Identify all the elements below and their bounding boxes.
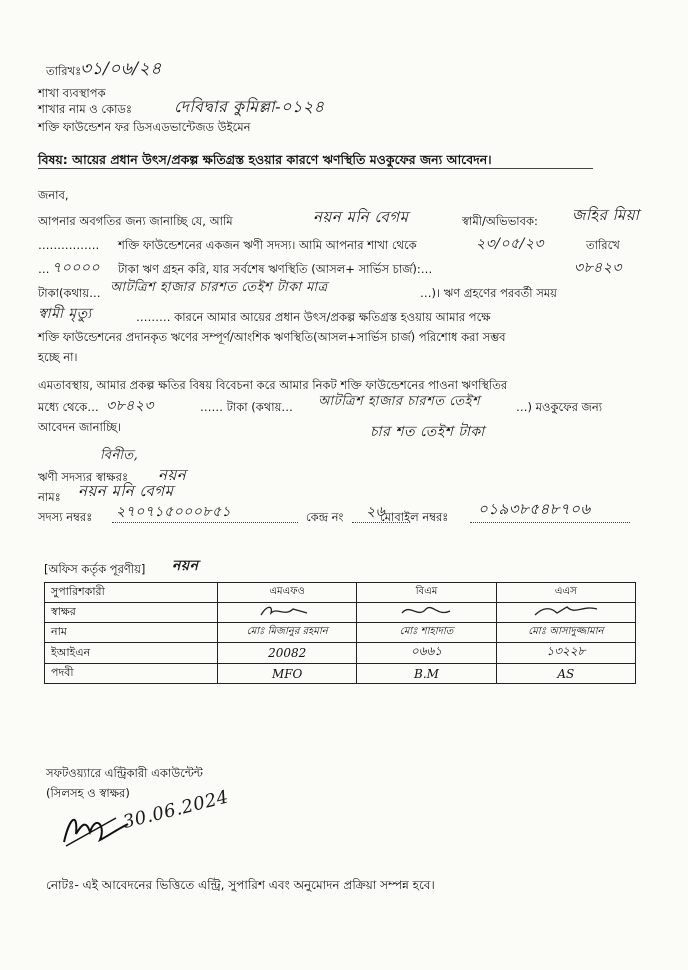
header-recommender: সুপারিশকারী bbox=[45, 583, 218, 603]
bm-name: মোঃ শাহাদাত bbox=[357, 623, 496, 643]
para2-line-3: আবেদন জানাচ্ছি। bbox=[38, 420, 122, 434]
loan-amount-hand: ৭০০০০ bbox=[52, 260, 101, 276]
closing-hand: বিনীত, bbox=[100, 448, 139, 463]
bm-designation: B.M bbox=[357, 664, 496, 684]
waive-amount-hand: ৩৮৪২৩ bbox=[106, 398, 154, 414]
applicant-name-hand: নয়ন মনি বেগম bbox=[313, 208, 409, 226]
header-mfo: এমএফও bbox=[218, 583, 357, 603]
body-line-3a: টাকা ঋণ গ্রহন করি, যার সর্বশেষ ঋণস্থিতি (আসল+ সার্ভিস চার্জ):… bbox=[118, 262, 433, 276]
bm-signature bbox=[357, 603, 496, 623]
body-line-2-dots: ……………. bbox=[38, 238, 100, 252]
para2-line-2a: মধ্যে থেকে… bbox=[38, 400, 99, 414]
words-continuation-hand: চার শত তেইশ টাকা bbox=[370, 424, 485, 440]
body-line-4b: …)। ঋণ গ্রহণের পরবর্তী সময় bbox=[420, 286, 557, 300]
office-use-label: [অফিস কর্তৃক পূরণীয়] bbox=[44, 562, 146, 576]
body-line-7: হচ্ছে না। bbox=[38, 350, 78, 364]
mfo-designation: MFO bbox=[218, 664, 357, 684]
member-signature-label: ঋণী সদস্যর স্বাক্ষরঃ bbox=[38, 470, 129, 484]
para2-line-2b: …… টাকা (কথায়… bbox=[200, 400, 293, 414]
para2-line-2c: …) মওকুফের জন্য bbox=[516, 400, 603, 414]
date-label: তারিখঃ bbox=[46, 64, 82, 78]
as-signature bbox=[496, 603, 635, 623]
member-name-hand: নয়ন মনি বেগম bbox=[78, 482, 174, 500]
recipient-line: শাখা ব্যবস্থাপক bbox=[38, 86, 106, 100]
branch-label: শাখার নাম ও কোডঃ bbox=[38, 102, 133, 116]
footer-note: নোটঃ- এই আবেদনের ভিত্তিতে এন্ট্রি, সুপারিশ এবং অনুমোদন প্রক্রিয়া সম্পন্ন হবে। bbox=[46, 878, 435, 892]
table-row bbox=[45, 603, 636, 623]
row-label-ein: ইআইএন bbox=[45, 643, 218, 664]
office-use-hand: নয়ন bbox=[172, 558, 199, 574]
row-label-name: নাম bbox=[45, 623, 218, 643]
center-value-hand: ২৬ bbox=[366, 504, 386, 520]
row-label-designation: পদবী bbox=[45, 664, 218, 684]
member-name-label: নামঃ bbox=[38, 490, 61, 504]
as-ein: ১৩২২৮ bbox=[496, 643, 635, 664]
date-value: ৩১/০৬/২৪ bbox=[80, 59, 162, 79]
member-number-hand: ২৭০৭১৫০০০৮৫১ bbox=[116, 504, 232, 520]
mobile-value-hand: ০১৯৩৮৫৪৮৭০৬ bbox=[478, 500, 591, 518]
body-line-2a: শক্তি ফাউন্ডেশনের একজন ঋণী সদস্য। আমি আপনার শাখা থেকে bbox=[118, 238, 417, 252]
balance-words-hand: আটত্রিশ হাজার চারশত তেইশ টাকা মাত্র bbox=[110, 280, 328, 295]
header-bm: বিএম bbox=[357, 583, 496, 603]
balance-hand: ৩৮৪২৩ bbox=[574, 260, 622, 276]
organization-line: শক্তি ফাউন্ডেশন ফর ডিসএডভান্টেজড উইমেন bbox=[38, 120, 251, 134]
loan-date-hand: ২৩/০৫/২৩ bbox=[476, 236, 545, 252]
branch-value: দেবিদ্বার কুমিল্লা-০১২৪ bbox=[174, 97, 325, 116]
mobile-label: মোবাইল নম্বরঃ bbox=[380, 510, 449, 524]
as-name: মোঃ আসাদুজ্জামান bbox=[496, 623, 635, 643]
reason-hand: স্বামী মৃত্যু bbox=[38, 306, 92, 322]
recommendation-table bbox=[44, 582, 636, 684]
header-as: এএস bbox=[496, 583, 635, 603]
center-label: কেন্দ্র নং bbox=[306, 510, 344, 524]
body-line-5a: ……… কারনে আমার আয়ের প্রধান উৎস/প্রকল্প ক্ষতিগ্রস্ত হওয়ায় আমার পক্ষে bbox=[136, 310, 491, 324]
mfo-signature bbox=[218, 603, 357, 623]
subject-underline bbox=[38, 168, 593, 169]
table-row bbox=[45, 664, 636, 684]
member-number-label: সদস্য নম্বরঃ bbox=[38, 510, 93, 524]
table-header-row bbox=[45, 583, 636, 603]
body-line-1b: স্বামী/অভিভাবক: bbox=[462, 214, 538, 228]
body-line-3-dots: … bbox=[38, 262, 50, 276]
member-number-dots bbox=[112, 522, 298, 523]
subject-line: বিষয়: আয়ের প্রধান উৎস/প্রকল্প ক্ষতিগ্রস্ত হওয়ার কারণে ঋণস্থিতি মওকুফের জন্য আবেদন। bbox=[38, 152, 492, 167]
accountant-label: সফটওয়্যারে এন্ট্রিকারী একাউন্টেন্ট bbox=[46, 766, 203, 780]
mfo-ein: 20082 bbox=[218, 643, 357, 664]
guardian-name-hand: জহির মিয়া bbox=[572, 206, 640, 224]
body-line-4a: টাকা(কথায়… bbox=[38, 286, 101, 300]
table-row bbox=[45, 643, 636, 664]
mfo-name: মোঃ মিজানুর রহমান bbox=[218, 623, 357, 643]
waive-words-hand: আটত্রিশ হাজার চারশত তেইশ bbox=[318, 394, 481, 409]
accountant-date: 30.06.2024 bbox=[120, 786, 231, 833]
salutation: জনাব, bbox=[38, 188, 69, 202]
para2-line-1: এমতাবস্থায়, আমার প্রকল্প ক্ষতির বিষয় বিবেচনা করে আমার নিকট শক্তি ফাউন্ডেশনের পাওনা ঋণস্থিতির bbox=[38, 378, 508, 392]
bm-ein: ০৬৬১ bbox=[357, 643, 496, 664]
body-line-1a: আপনার অবগতির জন্য জানাচ্ছি যে, আমি bbox=[38, 214, 233, 228]
accountant-sublabel: (সিলসহ ও স্বাক্ষর) bbox=[46, 786, 130, 800]
member-signature: নয়ন bbox=[158, 466, 187, 484]
body-line-6: শক্তি ফাউন্ডেশনের প্রদানকৃত ঋণের সম্পূর্ণ/আংশিক ঋণস্থিতি(আসল+সার্ভিস চার্জ) পরিশোধ করা সম্ভব bbox=[38, 330, 506, 344]
as-designation: AS bbox=[496, 664, 635, 684]
mobile-dots bbox=[470, 522, 630, 523]
body-line-2b: তারিখে bbox=[586, 238, 620, 252]
row-label-signature: স্বাক্ষর bbox=[45, 603, 218, 623]
table-row bbox=[45, 623, 636, 643]
